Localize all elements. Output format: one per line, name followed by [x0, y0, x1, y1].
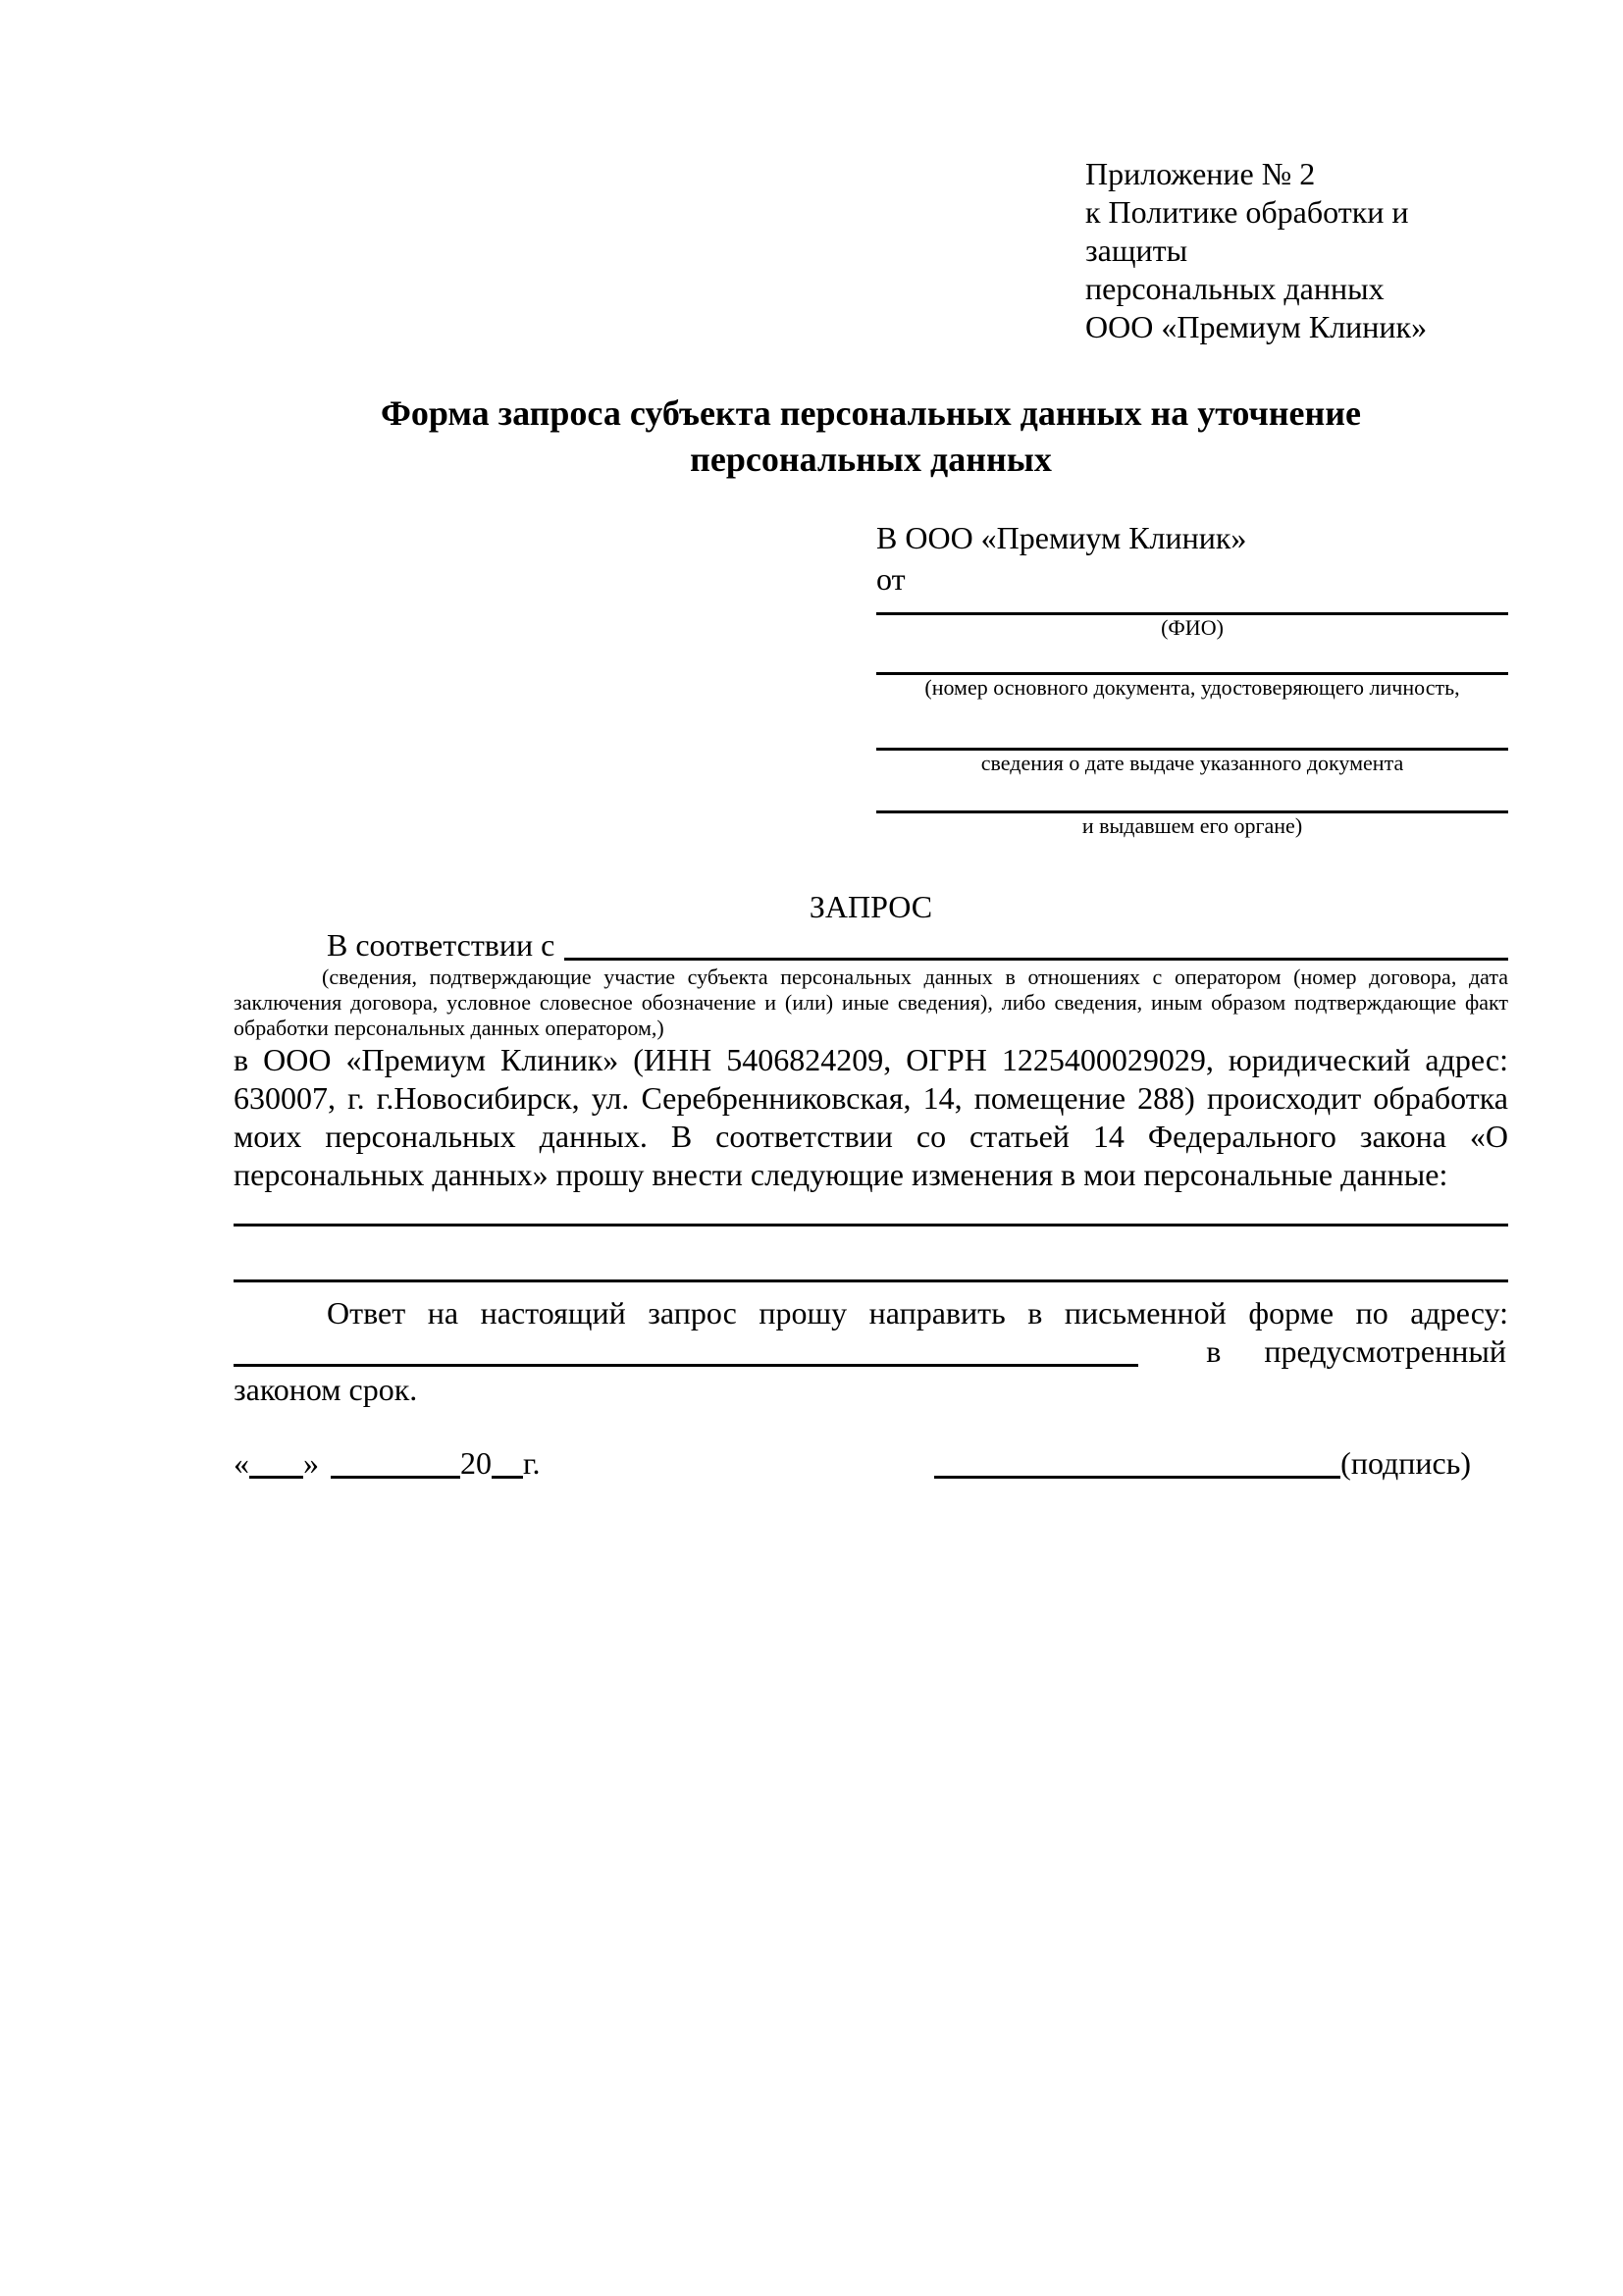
appendix-line-3: персональных данных [1085, 271, 1385, 306]
reply-address-field-line [234, 1364, 1138, 1367]
changes-field-line-2 [234, 1226, 1508, 1282]
reply-paragraph-line: Ответ на настоящий запрос прошу направить в письменной форме по адресу: [327, 1295, 1508, 1331]
date-close-quote: » [303, 1445, 319, 1481]
date-year-field-line [492, 1476, 523, 1479]
reply-end-text: законом срок. [234, 1372, 418, 1407]
signature-group [934, 1442, 1471, 1484]
request-body-paragraph: в ООО «Премиум Клиник» (ИНН 5406824209, ОГРН 1225400029029, юридический адрес: 630007, г. г.Новосибирск, ул. Серебренниковская, 14, помещение 288) происходит обработка моих персональных данных. В соответствии со статьей 14 Федерального закона «О персональных данных» прошу внести следующие изменения в мои персональные данные: [234, 1042, 1508, 1192]
date-open-quote: « [234, 1445, 249, 1481]
basis-field-caption: (сведения, подтверждающие участие субъекта персональных данных в отношениях с оператором (номер договора, дата заключения договора, условное словесное обозначение и (или) иные сведения), либо сведения, иным образом подтверждающие факт обработки персональных данных оператором,) [234, 965, 1508, 1040]
document-issuer-caption: и выдавшем его органе) [1081, 813, 1303, 838]
document-issue-date-caption: сведения о дате выдаче указанного документа [980, 751, 1404, 775]
document-title [234, 391, 1508, 483]
request-heading: ЗАПРОС [809, 889, 933, 924]
date-year-suffix: г. [523, 1445, 541, 1481]
signature-field-line [934, 1476, 1340, 1479]
appendix-line-1: Приложение № 2 [1085, 156, 1316, 191]
request-intro-row [234, 926, 1508, 965]
date-day-field-line [249, 1476, 303, 1479]
reply-suffix-text: в предусмотренный [1206, 1333, 1506, 1369]
date-month-field-line [331, 1476, 460, 1479]
addressee-from-label: от [876, 561, 906, 597]
addressee-block [876, 517, 1508, 839]
date-group [234, 1442, 541, 1484]
footer-row [234, 1442, 1508, 1484]
document-title-line-1: Форма запроса субъекта персональных данных на уточнение [381, 393, 1361, 433]
basis-field-line [564, 958, 1508, 961]
appendix-line-4: ООО «Премиум Клиник» [1085, 309, 1428, 344]
addressee-organization: В ООО «Премиум Клиник» [876, 520, 1247, 555]
fio-caption: (ФИО) [1161, 615, 1224, 640]
document-title-line-2: персональных данных [690, 440, 1052, 479]
document-number-caption: (номер основного документа, удостоверяющего личность, [924, 675, 1460, 700]
appendix-line-2: к Политике обработки и защиты [1085, 194, 1409, 268]
appendix-note [1085, 155, 1508, 346]
reply-address-row [234, 1332, 1508, 1371]
request-intro-label: В соответствии с [327, 927, 555, 963]
signature-caption: (подпись) [1340, 1445, 1471, 1481]
date-year-prefix: 20 [460, 1445, 492, 1481]
changes-field-line-1 [234, 1194, 1508, 1226]
